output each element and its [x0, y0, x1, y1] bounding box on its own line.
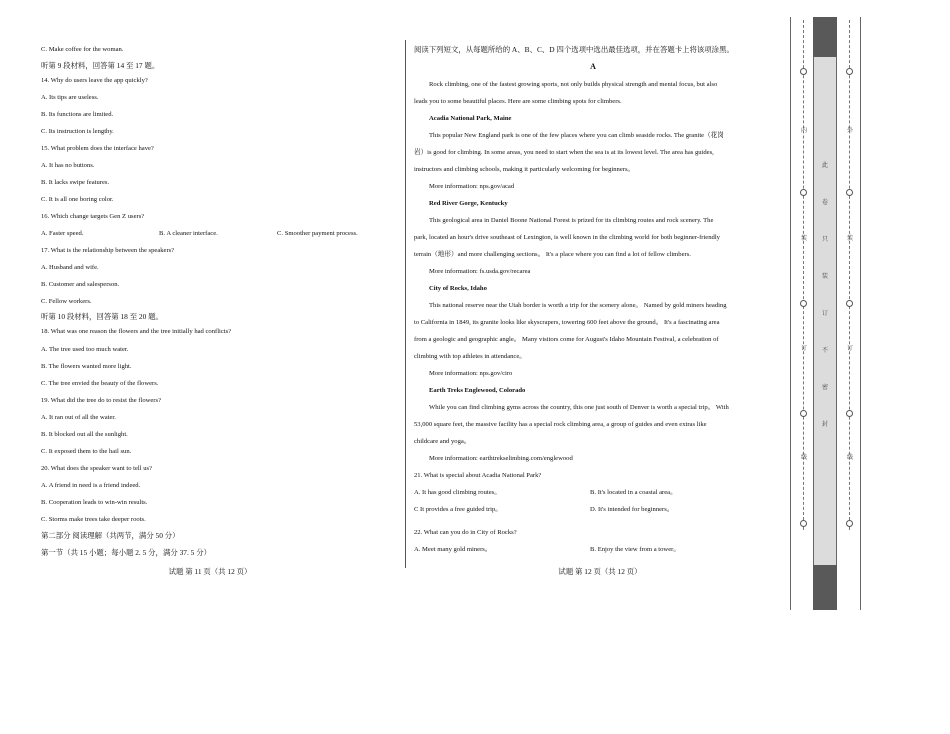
city-line-4: climbing with top athletes in attendance。	[414, 353, 526, 360]
reading-instruction: 阅读下列短文，从每题所给的 A、B、C、D 四个选项中选出最佳选项，并在答题卡上将该项涂黑。	[414, 45, 734, 54]
city-info: More information: nps.gov/ciro	[429, 370, 513, 377]
binding-label: 此	[821, 163, 828, 169]
red-river-line-3: terrain（地形）and more challenging sections。 It's a place where you can find a lot of fellow climbers.	[414, 251, 691, 258]
binding-label: 密	[821, 385, 828, 391]
left-dot	[800, 300, 807, 307]
acadia-line-2: 岩）is good for climbing. In some areas, you need to start when the sea is at its lowest level. The area has guides,	[414, 149, 714, 156]
binding-label: 不	[821, 348, 828, 354]
option-22a: A. Meet many gold miners。	[414, 546, 492, 553]
page-footer-right: 试题 第 12 页（共 12 页）	[558, 567, 642, 576]
option-22b: B. Enjoy the view from a tower。	[590, 546, 680, 553]
city-line-2: to California in 1849, its granite looks like skyscrapers, towering 600 feet above the ground。 It's a fascinating area	[414, 319, 720, 326]
page-divider	[405, 40, 406, 568]
option-15a: A. It has no buttons.	[41, 162, 95, 169]
option-15b: B. It lacks swipe features.	[41, 179, 110, 186]
question-15: 15. What problem does the interface have?	[41, 145, 154, 152]
binding-label: 只	[821, 237, 828, 243]
option-15c: C. It is all one boring color.	[41, 196, 114, 203]
left-dot	[800, 68, 807, 75]
binding-label: 卷	[821, 200, 828, 206]
option-17b: B. Customer and salesperson.	[41, 281, 120, 288]
red-river-line-2: park, located an hour's drive southeast of Lexington, is well known in the climbing world for both beginner-friendly	[414, 234, 720, 241]
question-21: 21. What is special about Acadia National Park?	[414, 472, 542, 479]
option-19a: A. It ran out of all the water.	[41, 414, 116, 421]
city-line-3: from a geologic and geographic angle。 Many visitors come for August's Idaho Mountain Festival, a celebration of	[414, 336, 719, 343]
right-dot	[846, 520, 853, 527]
acadia-info: More information: nps.gov/acad	[429, 183, 515, 190]
option-18b: B. The flowers wanted more light.	[41, 363, 132, 370]
question-14: 14. Why do users leave the app quickly?	[41, 77, 148, 84]
earth-treks-line-1: While you can find climbing gyms across the country, this one just south of Denver is worth a special trip。 With	[429, 404, 729, 411]
binding-label: 封	[821, 422, 828, 428]
strip-border-left	[790, 17, 791, 610]
option-13c: C. Make coffee for the woman.	[41, 46, 124, 53]
option-20b: B. Cooperation leads to win-win results.	[41, 499, 148, 506]
acadia-line-1: This popular New England park is one of the few places where you can climb seaside rocks. The granite（花岗	[429, 132, 724, 139]
option-17a: A. Husband and wife.	[41, 264, 99, 271]
option-14c: C. Its instruction is lengthy.	[41, 128, 114, 135]
option-21d: D. It's intended for beginners。	[590, 506, 674, 513]
right-dot	[846, 410, 853, 417]
earth-treks-line-2: 53,000 square feet, the massive facility has a special rock climbing area, a group of guides and even extras like	[414, 421, 707, 428]
city-line-1: This national reserve near the Utah border is worth a trip for the scenery alone。 Named by gold miners heading	[429, 302, 727, 309]
binding-label: 外	[846, 128, 853, 134]
option-21b: B. It's located in a coastal area。	[590, 489, 677, 496]
binding-label: 线	[800, 455, 807, 461]
option-20c: C. Storms make trees take deeper roots.	[41, 516, 146, 523]
red-river-info: More information: fs.usda.gov/recarea	[429, 268, 531, 275]
right-dot	[846, 68, 853, 75]
intro-line-1: Rock climbing, one of the fastest growing sports, not only builds physical strength and mental focus, but also	[429, 81, 718, 88]
question-16: 16. Which change targets Gen Z users?	[41, 213, 145, 220]
right-dot	[846, 189, 853, 196]
left-dot	[800, 520, 807, 527]
binding-label: 装	[800, 236, 807, 242]
option-21a: A. It has good climbing routes。	[414, 489, 501, 496]
binding-label: 装	[821, 274, 828, 280]
option-14b: B. Its functions are limited.	[41, 111, 114, 118]
binding-label: 订	[800, 346, 807, 352]
listening-instruction-9: 听第 9 段材料，回答第 14 至 17 题。	[41, 61, 160, 70]
option-21c: C It provides a free guided trip。	[414, 506, 502, 513]
option-16b: B. A cleaner interface.	[159, 230, 218, 237]
question-19: 19. What did the tree do to resist the flowers?	[41, 397, 161, 404]
option-17c: C. Fellow workers.	[41, 298, 92, 305]
binding-label: 订	[821, 311, 828, 317]
question-17: 17. What is the relationship between the speakers?	[41, 247, 175, 254]
binding-label: 订	[846, 346, 853, 352]
strip-dark-bottom	[813, 565, 837, 610]
red-river-line-1: This geological area in Daniel Boone National Forest is prized for its climbing routes and rock scenery. The	[429, 217, 714, 224]
right-dot	[846, 300, 853, 307]
spot-title-acadia: Acadia National Park, Maine	[429, 115, 512, 122]
acadia-line-3: instructors and climbing schools, making it particularly welcoming for beginners。	[414, 166, 635, 173]
earth-treks-info: More information: earthtrekselimbing.com/englewood	[429, 455, 573, 462]
earth-treks-line-3: childcare and yoga。	[414, 438, 471, 445]
passage-letter: A	[590, 62, 596, 71]
option-14a: A. Its tips are useless.	[41, 94, 99, 101]
spot-title-earth-treks: Earth Treks Englewood, Colorado	[429, 387, 526, 394]
left-dot	[800, 189, 807, 196]
listening-instruction-10: 听第 10 段材料，回答第 18 至 20 题。	[41, 312, 163, 321]
spot-title-red-river: Red River Gorge, Kentucky	[429, 200, 508, 207]
left-dot	[800, 410, 807, 417]
strip-border-right	[860, 17, 861, 610]
option-20a: A. A friend in need is a friend indeed.	[41, 482, 141, 489]
strip-dark-top	[813, 17, 837, 57]
question-20: 20. What does the speaker want to tell us?	[41, 465, 153, 472]
binding-label: 装	[846, 236, 853, 242]
section-one-heading: 第一节（共 15 小题；每小题 2. 5 分，满分 37. 5 分）	[41, 548, 211, 557]
intro-line-2: leads you to some beautiful places. Here are some climbing spots for climbers.	[414, 98, 622, 105]
option-16a: A. Faster speed.	[41, 230, 84, 237]
option-19c: C. It exposed them to the hail sun.	[41, 448, 132, 455]
binding-label: 线	[846, 455, 853, 461]
option-19b: B. It blocked out all the sunlight.	[41, 431, 128, 438]
binding-label: 内	[800, 128, 807, 134]
question-18: 18. What was one reason the flowers and the tree initially had conflicts?	[41, 328, 232, 335]
option-18c: C. The tree envied the beauty of the flowers.	[41, 380, 159, 387]
spot-title-city-of-rocks: City of Rocks, Idaho	[429, 285, 487, 292]
part-two-heading: 第二部分 阅读理解（共两节，满分 50 分）	[41, 531, 180, 540]
option-16c: C. Smoother payment process.	[277, 230, 358, 237]
page-footer-left: 试题 第 11 页（共 12 页）	[168, 567, 252, 576]
option-18a: A. The tree used too much water.	[41, 346, 129, 353]
question-22: 22. What can you do in City of Rocks?	[414, 529, 517, 536]
